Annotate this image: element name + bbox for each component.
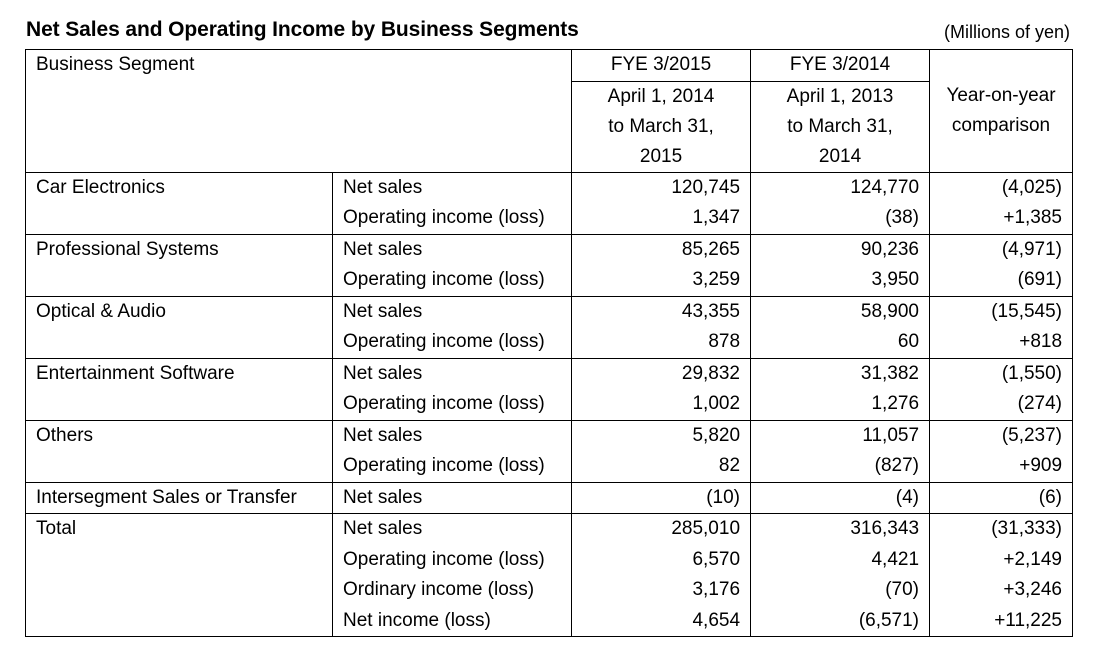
value-yoy: +1,385 [930,203,1073,234]
segment-table [25,49,1073,637]
value-fye-2014: 4,421 [751,545,930,576]
header-yoy-line1: Year-on-year [946,84,1056,106]
value-fye-2015: 43,355 [572,296,751,327]
value-fye-2015: 1,002 [572,389,751,420]
table-row [26,296,1073,327]
header-period-2014 [751,81,930,172]
period-2014-line3: 2014 [818,145,862,167]
unit-note: (Millions of yen) [943,22,1070,42]
row-item-label: Net sales [333,296,572,327]
segment-name: Others [26,420,333,482]
value-fye-2014: (6,571) [751,606,930,637]
row-item-label: Operating income (loss) [333,545,572,576]
row-item-label: Operating income (loss) [333,265,572,296]
table-row [26,514,1073,545]
value-yoy: (274) [930,389,1073,420]
value-fye-2015: 6,570 [572,545,751,576]
value-fye-2015: 85,265 [572,234,751,265]
header-row-top [26,50,1073,82]
value-fye-2015: 285,010 [572,514,751,545]
value-fye-2014: 124,770 [751,172,930,203]
row-item-label: Operating income (loss) [333,451,572,482]
value-yoy: (31,333) [930,514,1073,545]
value-fye-2015: 1,347 [572,203,751,234]
table-row [26,172,1073,203]
header-fye-2015: FYE 3/2015 [572,50,751,82]
row-item-label: Net sales [333,172,572,203]
value-fye-2015: 3,176 [572,575,751,606]
value-yoy: +11,225 [930,606,1073,637]
value-fye-2015: 5,820 [572,420,751,451]
segment-name: Intersegment Sales or Transfer [26,482,333,514]
value-fye-2014: 316,343 [751,514,930,545]
value-fye-2014: 1,276 [751,389,930,420]
value-fye-2015: 3,259 [572,265,751,296]
value-fye-2014: (827) [751,451,930,482]
row-item-label: Net income (loss) [333,606,572,637]
row-item-label: Net sales [333,234,572,265]
value-yoy: +818 [930,327,1073,358]
header-fye-2014: FYE 3/2014 [751,50,930,82]
header-business-segment: Business Segment [26,50,572,173]
value-fye-2015: (10) [572,482,751,514]
value-fye-2015: 878 [572,327,751,358]
header-yoy [930,50,1073,173]
row-item-label: Ordinary income (loss) [333,575,572,606]
value-yoy: (4,971) [930,234,1073,265]
table-row [26,358,1073,389]
period-2015-line3: 2015 [639,145,683,167]
value-fye-2014: 31,382 [751,358,930,389]
value-fye-2014: 11,057 [751,420,930,451]
value-yoy: (15,545) [930,296,1073,327]
value-fye-2014: (70) [751,575,930,606]
table-row [26,420,1073,451]
value-fye-2014: (4) [751,482,930,514]
value-fye-2015: 82 [572,451,751,482]
period-2014-line1: April 1, 2013 [786,85,894,107]
value-yoy: +3,246 [930,575,1073,606]
period-2015-line2: to March 31, [608,115,714,137]
value-fye-2014: 90,236 [751,234,930,265]
value-fye-2014: 60 [751,327,930,358]
segment-name: Car Electronics [26,172,333,234]
value-yoy: (6) [930,482,1073,514]
table-row [26,482,1073,514]
row-item-label: Net sales [333,358,572,389]
value-yoy: (691) [930,265,1073,296]
value-fye-2015: 4,654 [572,606,751,637]
header-yoy-line2: comparison [951,114,1051,136]
row-item-label: Net sales [333,420,572,451]
value-fye-2014: (38) [751,203,930,234]
value-yoy: +2,149 [930,545,1073,576]
row-item-label: Operating income (loss) [333,203,572,234]
table-row [26,234,1073,265]
table-title: Net Sales and Operating Income by Business Segments [26,18,579,41]
value-yoy: (5,237) [930,420,1073,451]
row-item-label: Operating income (loss) [333,389,572,420]
segment-name: Entertainment Software [26,358,333,420]
header-period-2015 [572,81,751,172]
value-yoy: (1,550) [930,358,1073,389]
value-fye-2015: 120,745 [572,172,751,203]
value-fye-2014: 58,900 [751,296,930,327]
segment-table-body [26,50,1073,637]
segment-name: Professional Systems [26,234,333,296]
period-2014-line2: to March 31, [787,115,893,137]
value-fye-2015: 29,832 [572,358,751,389]
value-yoy: +909 [930,451,1073,482]
period-2015-line1: April 1, 2014 [607,85,715,107]
value-fye-2014: 3,950 [751,265,930,296]
row-item-label: Net sales [333,482,572,514]
value-yoy: (4,025) [930,172,1073,203]
row-item-label: Operating income (loss) [333,327,572,358]
segment-name: Optical & Audio [26,296,333,358]
segment-name: Total [26,514,333,637]
row-item-label: Net sales [333,514,572,545]
